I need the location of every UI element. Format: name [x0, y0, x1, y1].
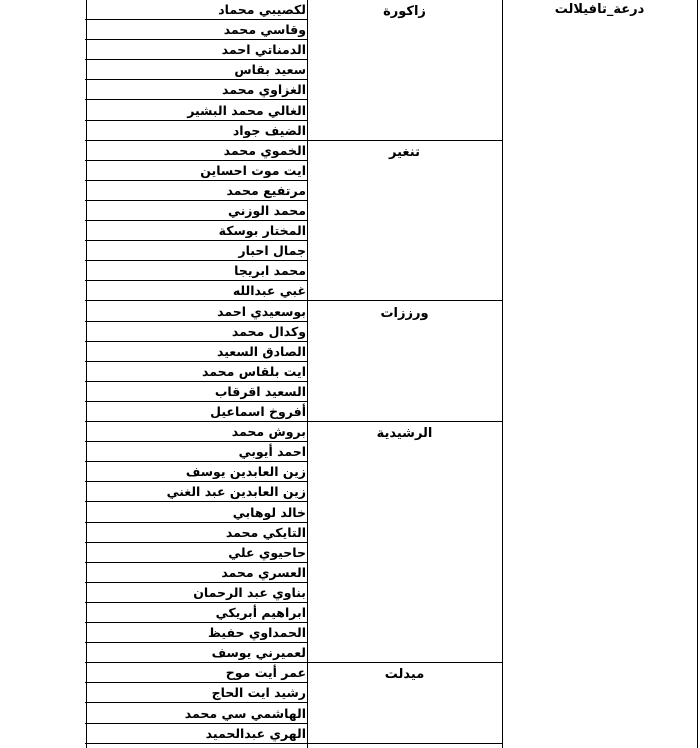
name-cell: محمد ابريجا — [85, 261, 307, 281]
name-cell: رشيد ايت الحاج — [85, 683, 307, 703]
name-cell: مرتفيع محمد — [85, 181, 307, 201]
province-group — [307, 302, 502, 423]
province-group — [307, 141, 502, 302]
province-group — [307, 663, 502, 743]
region-label: درعة_تافيلالت — [554, 2, 645, 17]
name-cell: بناوي عبد الرحمان — [85, 583, 307, 603]
name-cell: العسري محمد — [85, 563, 307, 583]
name-cell: سعيد بقاس — [85, 60, 307, 80]
name-cell: الصادق السعيد — [85, 342, 307, 362]
name-cell: الغزاوي محمد — [85, 80, 307, 100]
name-cell: الغالي محمد البشير — [85, 101, 307, 121]
name-cell: لكصيبي محماد — [85, 0, 307, 20]
province-column — [307, 0, 502, 748]
name-cell: خالد لوهابي — [85, 503, 307, 523]
name-cell: زين العابدين عبد الغني — [85, 482, 307, 502]
names-column — [85, 0, 307, 748]
province-label: ورززات — [380, 305, 429, 321]
name-cell: عمر أيت موح — [85, 663, 307, 683]
name-cell: ابراهيم أبريكي — [85, 603, 307, 623]
name-cell: بوسعيدي احمد — [85, 302, 307, 322]
name-cell: ايت موت احساين — [85, 161, 307, 181]
province-group — [307, 0, 502, 141]
name-cell: أفروخ اسماعيل — [85, 402, 307, 422]
name-cell: محمد الوزني — [85, 201, 307, 221]
name-cell: احمد أيوبي — [85, 442, 307, 462]
name-cell: الهري عبدالحميد — [85, 724, 307, 744]
name-cell: الضيف جواد — [85, 121, 307, 141]
officials-table — [86, 0, 698, 748]
province-label: ميدلت — [384, 667, 425, 683]
name-cell: الحمداوي حفيظ — [85, 623, 307, 643]
name-cell: الخموي محمد — [85, 141, 307, 161]
province-label: تنغير — [389, 144, 420, 160]
name-cell: السعيد اقرقاب — [85, 382, 307, 402]
name-cell: الهاشمي سي محمد — [85, 704, 307, 724]
province-label: زاكورة — [383, 4, 426, 19]
name-cell: المختار بوسكة — [85, 221, 307, 241]
name-cell: بروش محمد — [85, 422, 307, 442]
name-cell: وكدال محمد — [85, 322, 307, 342]
region-column — [502, 0, 697, 748]
province-group — [307, 422, 502, 663]
province-label: الرشيدية — [376, 426, 433, 442]
name-cell: زين العابدين يوسف — [85, 462, 307, 482]
name-cell: لعميرني يوسف — [85, 643, 307, 663]
name-cell: الدمناتي احمد — [85, 40, 307, 60]
name-cell: ايت بلقاس محمد — [85, 362, 307, 382]
name-cell: حاحيوي علي — [85, 543, 307, 563]
name-cell: التايكي محمد — [85, 523, 307, 543]
name-cell: وقاسي محمد — [85, 20, 307, 40]
name-cell: غبي عبدالله — [85, 281, 307, 301]
name-cell: جمال احبار — [85, 241, 307, 261]
